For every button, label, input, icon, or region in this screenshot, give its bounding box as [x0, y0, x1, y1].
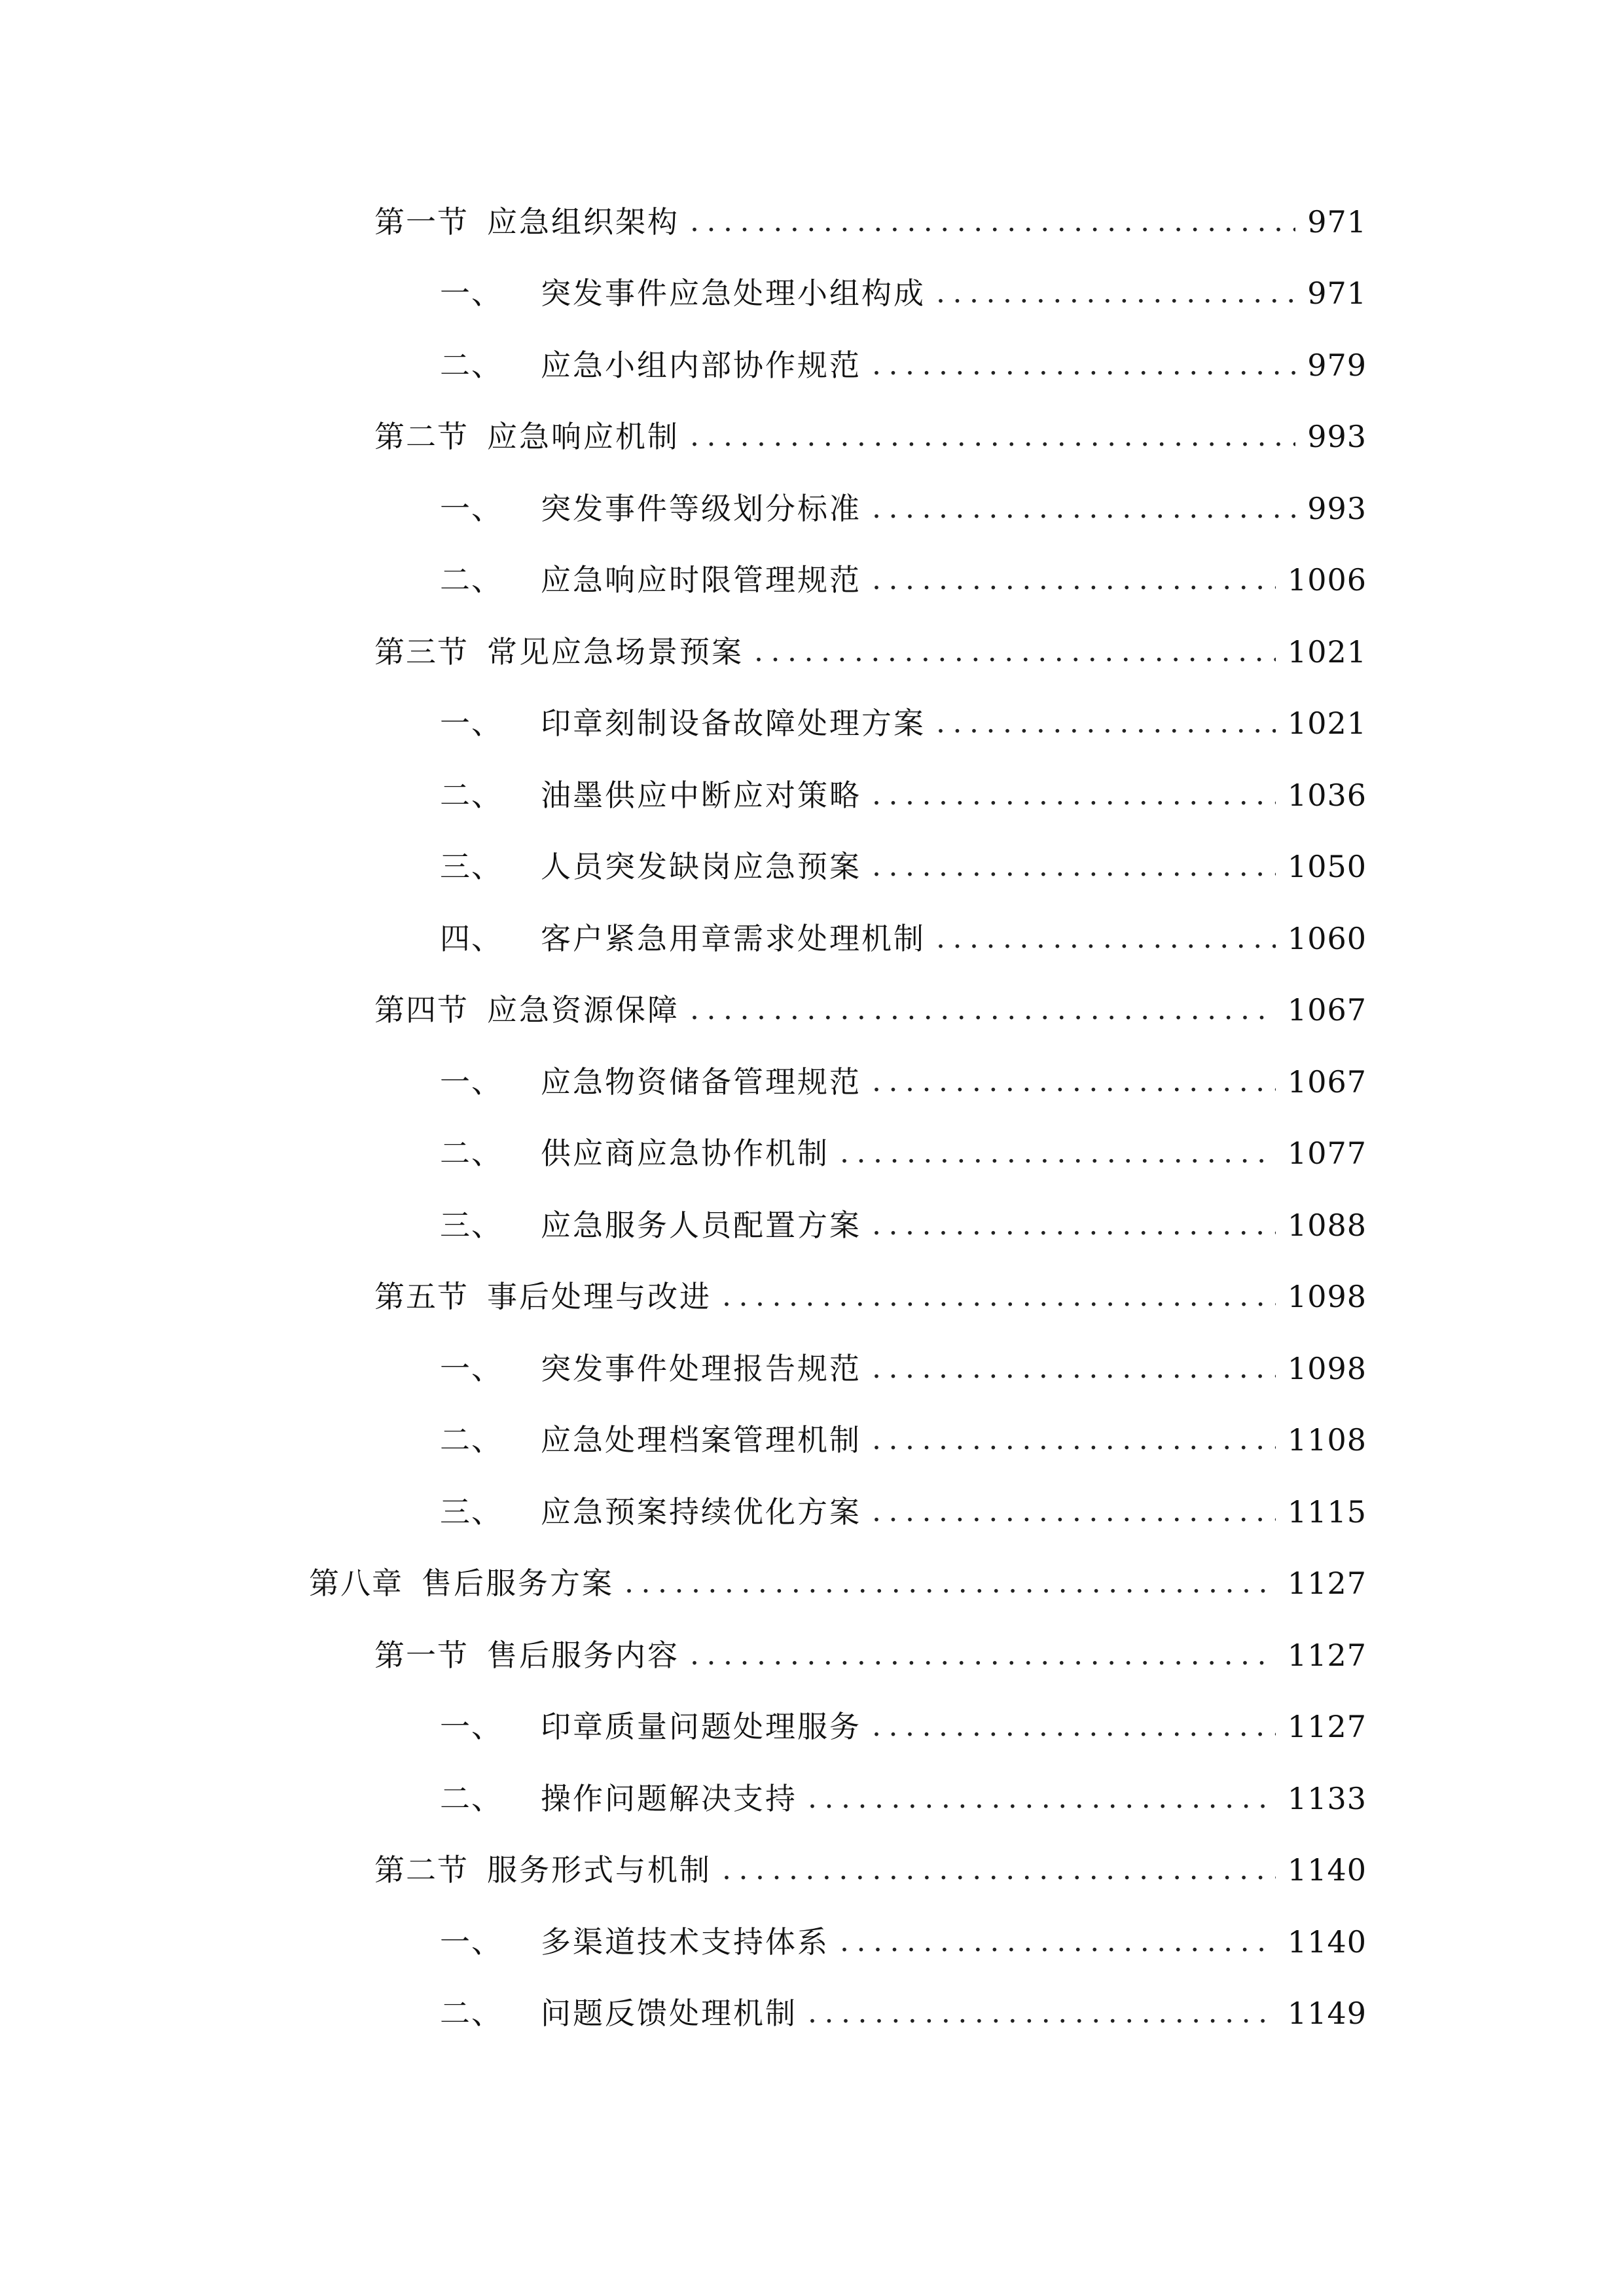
toc-leader-dots [872, 1712, 1276, 1741]
toc-entry[interactable] [0, 401, 1624, 473]
toc-entry-page: 1108 [1287, 1422, 1367, 1458]
toc-entry[interactable] [0, 1548, 1624, 1620]
toc-entry-page: 1006 [1287, 562, 1367, 598]
toc-entry[interactable] [0, 1835, 1624, 1907]
toc-entry-page: 971 [1307, 276, 1367, 312]
toc-leader-dots [936, 924, 1276, 953]
toc-entry-label: 第八章 [309, 1566, 403, 1602]
toc-entry-page: 1098 [1287, 1279, 1367, 1315]
toc-entry[interactable] [0, 975, 1624, 1047]
toc-entry-title: 应急物资储备管理规范 [541, 1064, 861, 1100]
toc-leader-dots [872, 1354, 1276, 1383]
toc-leader-dots [722, 1282, 1276, 1311]
toc-entry-label: 一、 [440, 1064, 503, 1100]
toc-entry-page: 1088 [1287, 1207, 1367, 1243]
toc-entry-title: 多渠道技术支持体系 [541, 1924, 829, 1960]
toc-entry-title: 应急响应时限管理规范 [541, 562, 861, 598]
toc-entry[interactable] [0, 688, 1624, 760]
toc-entry-label: 二、 [440, 1996, 503, 2032]
toc-leader-dots [808, 1784, 1276, 1813]
toc-entry-page: 1149 [1287, 1996, 1367, 2032]
toc-entry-page: 1127 [1287, 1709, 1367, 1745]
toc-entry[interactable] [0, 1691, 1624, 1763]
toc-leader-dots [872, 1211, 1276, 1240]
toc-entry-page: 979 [1307, 347, 1367, 383]
toc-leader-dots [936, 709, 1276, 738]
toc-entry-title: 突发事件应急处理小组构成 [541, 276, 926, 312]
toc-entry-title: 应急处理档案管理机制 [541, 1422, 861, 1458]
toc-entry-label: 二、 [440, 1780, 503, 1816]
toc-entry-title: 突发事件处理报告规范 [541, 1350, 861, 1386]
toc-entry[interactable] [0, 1046, 1624, 1118]
toc-entry-label: 第一节 [374, 204, 469, 240]
toc-entry-title: 印章刻制设备故障处理方案 [541, 706, 926, 742]
toc-entry-page: 1060 [1287, 920, 1367, 956]
toc-entry-title: 应急小组内部协作规范 [541, 347, 861, 383]
toc-entry-label: 二、 [440, 347, 503, 383]
toc-entry-page: 1021 [1287, 634, 1367, 670]
toc-entry-title: 印章质量问题处理服务 [541, 1709, 861, 1745]
toc-entry-page: 1021 [1287, 706, 1367, 742]
toc-entry-title: 应急预案持续优化方案 [541, 1494, 861, 1530]
toc-entry-title: 应急资源保障 [487, 992, 679, 1028]
toc-entry-label: 三、 [440, 1207, 503, 1243]
toc-leader-dots [690, 422, 1295, 451]
toc-entry-title: 应急组织架构 [487, 204, 679, 240]
toc-leader-dots [872, 1067, 1276, 1096]
toc-leader-dots [872, 351, 1295, 380]
toc-entry-label: 三、 [440, 849, 503, 885]
toc-entry-label: 二、 [440, 1136, 503, 1172]
toc-entry-page: 1077 [1287, 1136, 1367, 1172]
toc-entry-title: 服务形式与机制 [487, 1852, 712, 1888]
toc-entry-page: 1140 [1287, 1852, 1367, 1888]
toc-entry[interactable] [0, 1906, 1624, 1978]
toc-entry[interactable] [0, 903, 1624, 975]
toc-entry[interactable] [0, 1476, 1624, 1548]
toc-entry-page: 971 [1307, 204, 1367, 240]
toc-entry[interactable] [0, 1189, 1624, 1261]
toc-entry-label: 第三节 [374, 634, 469, 670]
toc-leader-dots [872, 494, 1295, 523]
toc-entry[interactable] [0, 759, 1624, 831]
toc-leader-dots [690, 1641, 1276, 1670]
toc-entry-title: 人员突发缺岗应急预案 [541, 849, 861, 885]
toc-leader-dots [936, 279, 1295, 308]
toc-entry-label: 一、 [440, 1709, 503, 1745]
toc-entry-page: 993 [1307, 490, 1367, 526]
toc-entry[interactable] [0, 258, 1624, 330]
toc-leader-dots [808, 1999, 1276, 2028]
toc-leader-dots [872, 1498, 1276, 1526]
toc-leader-dots [690, 996, 1276, 1024]
toc-entry-page: 1067 [1287, 1064, 1367, 1100]
toc-entry-label: 一、 [440, 276, 503, 312]
toc-entry-label: 四、 [440, 920, 503, 956]
toc-entry-title: 售后服务方案 [422, 1566, 614, 1602]
toc-entry-page: 1050 [1287, 849, 1367, 885]
toc-entry-title: 突发事件等级划分标准 [541, 490, 861, 526]
toc-leader-dots [872, 1426, 1276, 1454]
toc-entry-title: 客户紧急用章需求处理机制 [541, 920, 926, 956]
toc-leader-dots [872, 781, 1276, 810]
toc-entry-page: 1133 [1287, 1780, 1367, 1816]
toc-entry[interactable] [0, 1118, 1624, 1190]
toc-entry[interactable] [0, 329, 1624, 401]
toc-entry-title: 操作问题解决支持 [541, 1780, 797, 1816]
toc-entry-title: 油墨供应中断应对策略 [541, 777, 861, 813]
toc-entry[interactable] [0, 473, 1624, 545]
toc-entry-label: 三、 [440, 1494, 503, 1530]
toc-entry[interactable] [0, 831, 1624, 903]
toc-entry-page: 993 [1307, 419, 1367, 455]
toc-entry[interactable] [0, 1333, 1624, 1405]
toc-entry-page: 1098 [1287, 1350, 1367, 1386]
toc-leader-dots [872, 852, 1276, 881]
toc-entry[interactable] [0, 545, 1624, 617]
toc-leader-dots [840, 1928, 1276, 1956]
toc-entry-title: 应急服务人员配置方案 [541, 1207, 861, 1243]
toc-leader-dots [872, 565, 1276, 594]
toc-leader-dots [624, 1569, 1276, 1598]
toc-entry-title: 应急响应机制 [487, 419, 679, 455]
toc-entry-title: 常见应急场景预案 [487, 634, 744, 670]
toc-leader-dots [840, 1139, 1276, 1168]
toc-entry[interactable] [0, 1978, 1624, 2050]
toc-entry-label: 一、 [440, 706, 503, 742]
toc-entry-title: 供应商应急协作机制 [541, 1136, 829, 1172]
toc-entry-label: 第一节 [374, 1637, 469, 1673]
toc-entry[interactable] [0, 1619, 1624, 1691]
toc-entry-page: 1127 [1287, 1637, 1367, 1673]
toc-entry-label: 二、 [440, 562, 503, 598]
toc-entry[interactable] [0, 1763, 1624, 1835]
toc-leader-dots [690, 207, 1295, 236]
toc-entry-label: 第二节 [374, 1852, 469, 1888]
toc-leader-dots [754, 637, 1276, 666]
toc-entry-label: 一、 [440, 1350, 503, 1386]
toc-entry-page: 1127 [1287, 1566, 1367, 1602]
table-of-contents [0, 186, 1624, 2049]
toc-entry-label: 一、 [440, 1924, 503, 1960]
toc-entry[interactable] [0, 186, 1624, 258]
toc-leader-dots [722, 1856, 1276, 1884]
toc-entry-label: 二、 [440, 777, 503, 813]
toc-entry-label: 一、 [440, 490, 503, 526]
toc-entry-label: 第四节 [374, 992, 469, 1028]
toc-entry-page: 1036 [1287, 777, 1367, 813]
toc-entry[interactable] [0, 1261, 1624, 1333]
toc-entry-label: 第二节 [374, 419, 469, 455]
toc-entry-title: 售后服务内容 [487, 1637, 679, 1673]
toc-entry[interactable] [0, 1405, 1624, 1477]
toc-entry-title: 问题反馈处理机制 [541, 1996, 797, 2032]
toc-entry-title: 事后处理与改进 [487, 1279, 712, 1315]
toc-entry-page: 1140 [1287, 1924, 1367, 1960]
toc-entry-page: 1067 [1287, 992, 1367, 1028]
toc-entry-label: 第五节 [374, 1279, 469, 1315]
toc-entry-page: 1115 [1287, 1494, 1367, 1530]
toc-entry-label: 二、 [440, 1422, 503, 1458]
toc-entry[interactable] [0, 616, 1624, 688]
